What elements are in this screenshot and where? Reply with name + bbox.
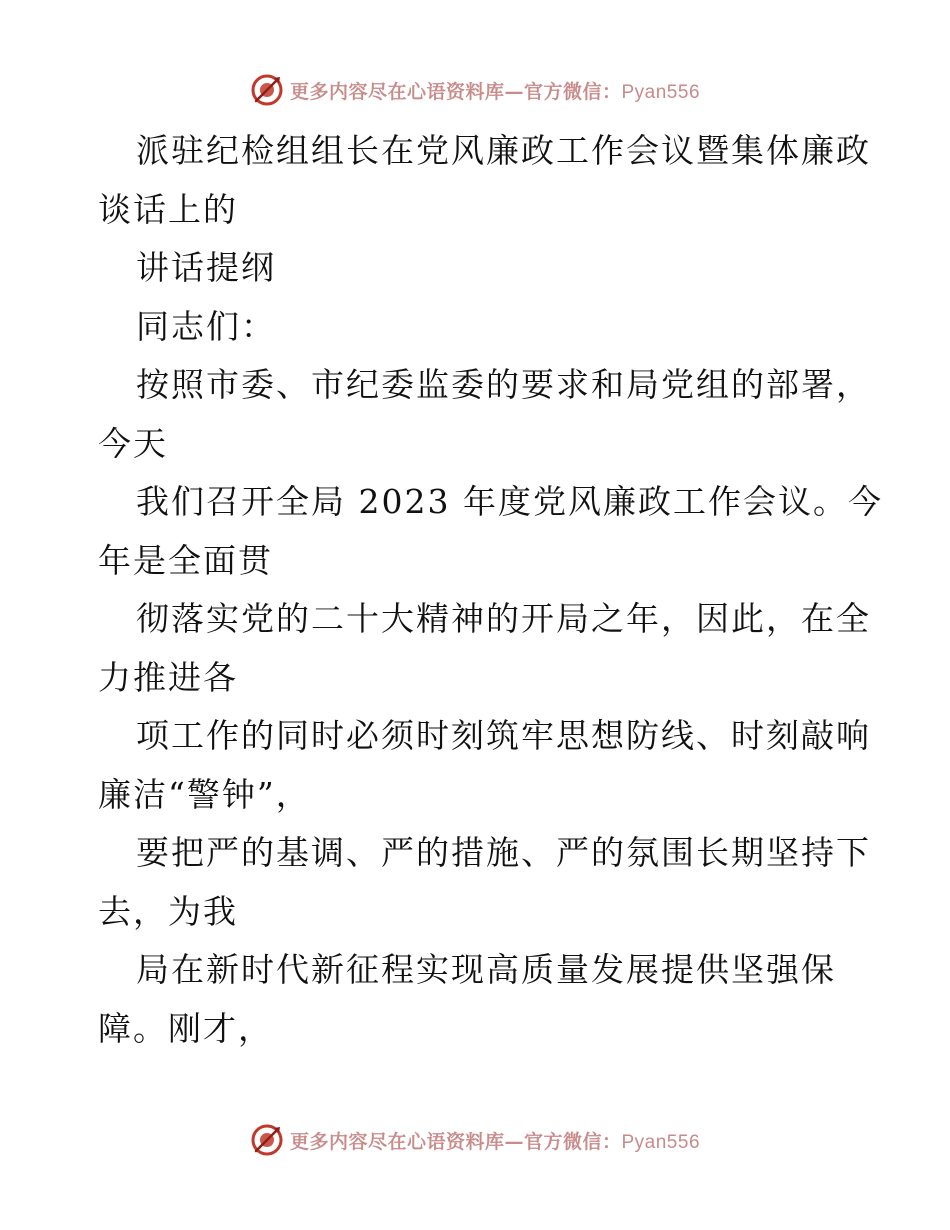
text-line: 我们召开全局 2023 年度党风廉政工作会议。今 [136,482,883,521]
text-line: 按照市委、市纪委监委的要求和局党组的部署， [136,365,871,404]
text-line: 今天 [98,423,168,463]
watermark-text: 更多内容尽在心语资料库—官方微信：Pyan556 [289,1130,701,1153]
watermark-text: 更多内容尽在心语资料库—官方微信：Pyan556 [289,80,701,103]
footer-watermark [0,1120,950,1160]
header-watermark [0,70,950,110]
text-line: 讲话提纲 [136,248,276,287]
text-line: 同志们： [136,306,276,346]
text-line: 障。刚才， [98,1008,273,1048]
text-line: 要把严的基调、严的措施、严的氛围长期坚持下 [136,833,871,872]
document-body [98,122,883,1058]
text-line: 年是全面贯 [98,540,273,580]
text-line: 彻落实党的二十大精神的开局之年，因此，在全 [136,599,871,638]
text-line: 廉洁“警钟”， [98,774,311,814]
text-line: 项工作的同时必须时刻筑牢思想防线、时刻敲响 [136,716,871,755]
text-line: 去，为我 [98,891,238,931]
text-line: 派驻纪检组组长在党风廉政工作会议暨集体廉政 [136,131,871,170]
text-line: 力推进各 [98,657,238,697]
text-line: 谈话上的 [98,189,238,229]
red-circle-logo-icon [250,73,284,107]
text-line: 局在新时代新征程实现高质量发展提供坚强保 [136,950,836,989]
red-circle-logo-icon [250,1123,284,1157]
